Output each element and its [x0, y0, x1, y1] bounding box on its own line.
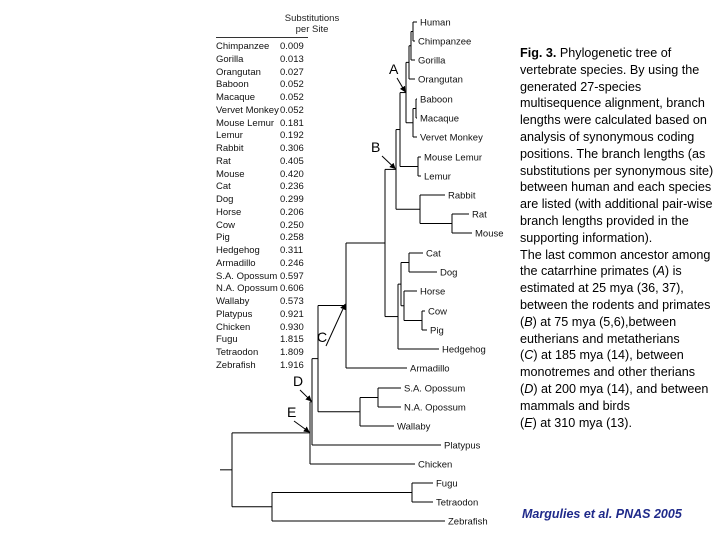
table-value: 0.013 [280, 53, 304, 65]
leaf-label: Mouse [475, 228, 504, 240]
table-species: Wallaby [216, 296, 250, 307]
table-value: 0.052 [280, 92, 304, 103]
leaf-label: Chicken [418, 459, 453, 471]
caption-p2b: ) at 75 mya (5,6),between eutherians and metatherians [520, 314, 680, 346]
leaf-label: Tetraodon [436, 497, 479, 509]
table-value: 0.192 [280, 130, 304, 142]
table-species: S.A. Opossum [216, 270, 278, 282]
leaf-label: Hedgehog [442, 344, 486, 356]
table-species: Rabbit [216, 143, 244, 154]
caption-p4b: ) at 200 mya (14), and between mammals and birds [520, 381, 709, 413]
table-value: 0.597 [280, 270, 304, 282]
table-species: Fugu [216, 334, 238, 346]
node-arrow [397, 78, 405, 92]
table-species: Mouse Lemur [216, 117, 275, 129]
table-value: 0.311 [280, 245, 304, 256]
table-species: Rat [216, 155, 231, 167]
leaf-label: S.A. Opossum [404, 383, 466, 395]
table-value: 0.299 [280, 194, 304, 205]
table-value: 0.052 [280, 79, 304, 91]
table-species: Platypus [216, 308, 253, 320]
leaf-label: Cow [428, 306, 448, 318]
caption-p3a: ( [520, 348, 525, 363]
node-arrow [382, 156, 395, 168]
table-header-line2: per Site [295, 24, 329, 35]
table-species: Gorilla [216, 53, 244, 65]
caption-line1: The last common ancestor among the catarrhine primates ( [520, 247, 711, 279]
table-species: Vervet Monkey [216, 104, 279, 116]
node-arrow [294, 421, 309, 432]
figure-caption [520, 45, 718, 431]
caption-line1b: ) is estimated at 25 mya (36, 37), between the rodents and primates [520, 264, 711, 312]
table-value: 0.236 [280, 181, 304, 193]
leaf-label: Zebrafish [448, 516, 488, 528]
table-species: Macaque [216, 92, 256, 103]
caption-node-b: B [524, 314, 533, 329]
caption-p4a: ( [520, 381, 525, 396]
caption-node-a: A [656, 264, 665, 279]
leaf-label: Platypus [444, 440, 481, 452]
table-value: 0.306 [280, 143, 304, 154]
leaf-label: Human [420, 17, 451, 29]
caption-para-b [520, 314, 718, 348]
leaf-label: Rabbit [448, 190, 476, 202]
table-species: Lemur [216, 130, 243, 142]
table-value: 0.181 [280, 117, 304, 129]
table-species: Tetraodon [216, 347, 259, 358]
caption-p5b: ) at 310 mya (13). [532, 415, 633, 430]
table-value: 0.052 [280, 104, 304, 116]
table-species: Baboon [216, 79, 249, 91]
caption-p3b: ) at 185 mya (14), between monotremes and other therians [520, 348, 696, 380]
leaf-label: Mouse Lemur [424, 152, 483, 164]
caption-node-e: E [524, 415, 533, 430]
table-value: 1.916 [280, 359, 304, 371]
table-value: 1.809 [280, 347, 304, 358]
citation: Margulies et al. PNAS 2005 [522, 507, 682, 521]
leaf-label: Baboon [420, 94, 453, 106]
table-value: 0.420 [280, 168, 304, 180]
table-species: N.A. Opossum [216, 283, 278, 295]
leaf-label: N.A. Opossum [404, 402, 466, 414]
node-label: E [287, 404, 297, 420]
node-label: D [293, 373, 304, 389]
table-value: 0.027 [280, 66, 304, 78]
leaf-label: Horse [420, 286, 446, 298]
caption-para-d [520, 381, 718, 415]
table-species: Horse [216, 206, 242, 218]
leaf-label: Gorilla [418, 55, 446, 67]
table-value: 0.573 [280, 296, 304, 307]
leaf-label: Cat [426, 248, 441, 260]
leaf-label: Chimpanzee [418, 36, 472, 48]
table-species: Mouse [216, 168, 245, 180]
caption-intro [520, 45, 718, 247]
table-value: 0.405 [280, 155, 304, 167]
leaf-label: Lemur [424, 171, 451, 183]
node-label: C [317, 329, 328, 345]
table-species: Cow [216, 219, 236, 231]
caption-intro-text: Phylogenetic tree of vertebrate species. By using the generated 27-species multisequence alignment, branch lengths were calculated based on analysis of synonymous coding positions. The branch lengths (as substitutions per synonymous site) between human and each species are listed (with additional pair-wise branch lengths provided in the supporting information). [520, 46, 714, 245]
caption-p2a: ( [520, 314, 525, 329]
caption-para-a [520, 247, 718, 314]
caption-node-c: C [524, 348, 534, 363]
table-value: 0.250 [280, 219, 304, 231]
node-label: A [389, 61, 399, 77]
leaf-label: Orangutan [418, 74, 463, 86]
table-species: Chicken [216, 321, 251, 333]
table-species: Hedgehog [216, 245, 260, 256]
caption-para-e [520, 415, 718, 432]
leaf-label: Pig [430, 325, 444, 337]
table-value: 0.921 [280, 308, 304, 320]
table-species: Zebrafish [216, 359, 256, 371]
table-species: Cat [216, 181, 231, 193]
table-value: 0.258 [280, 232, 304, 244]
leaf-label: Macaque [420, 113, 460, 125]
leaf-label: Armadillo [410, 363, 450, 375]
node-label: B [371, 139, 381, 155]
leaf-label: Dog [440, 267, 458, 279]
node-arrow [326, 304, 345, 346]
table-header-line1: Substitutions [284, 13, 340, 24]
table-species: Dog [216, 194, 234, 205]
leaf-label: Fugu [436, 478, 458, 490]
table-value: 0.009 [280, 41, 304, 52]
caption-title: Fig. 3. [520, 46, 557, 60]
table-value: 0.206 [280, 206, 304, 218]
table-species: Orangutan [216, 66, 261, 78]
node-arrow [300, 390, 311, 401]
table-value: 1.815 [280, 334, 304, 346]
caption-p5a: ( [520, 415, 525, 430]
table-value: 0.606 [280, 283, 304, 295]
caption-para-c [520, 347, 718, 381]
table-species: Armadillo [216, 257, 256, 269]
table-species: Pig [216, 232, 230, 244]
leaf-label: Rat [472, 209, 487, 221]
caption-node-d: D [524, 381, 534, 396]
leaf-label: Vervet Monkey [420, 132, 483, 144]
leaf-label: Wallaby [397, 421, 431, 433]
table-value: 0.930 [280, 321, 304, 333]
table-value: 0.246 [280, 257, 304, 269]
table-species: Chimpanzee [216, 41, 270, 52]
